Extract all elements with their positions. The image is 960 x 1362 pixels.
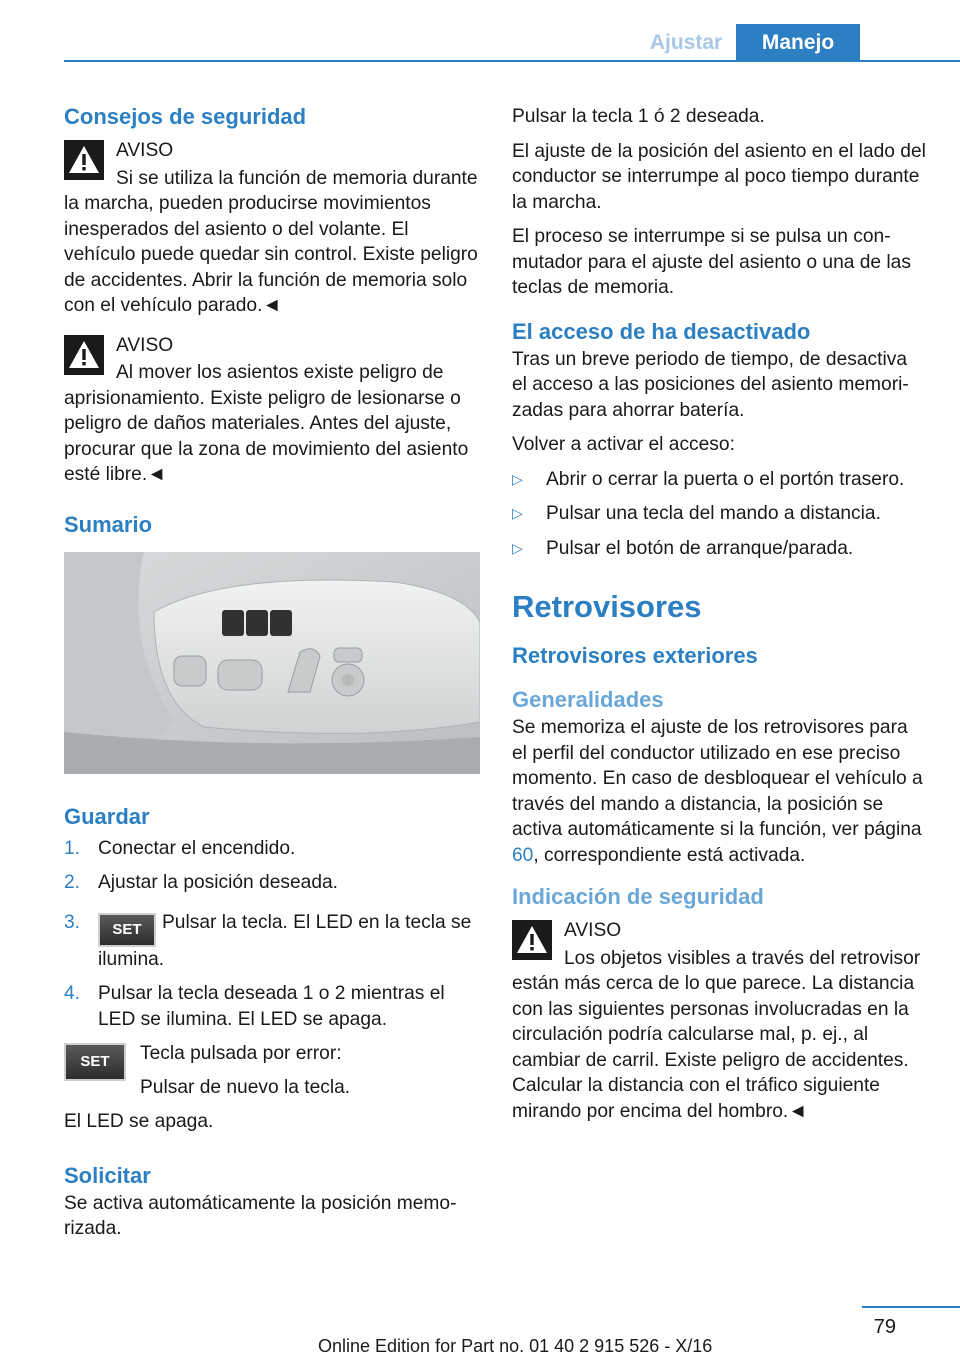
led-off-text: El LED se apaga. [64, 1111, 214, 1132]
list-item [64, 910, 480, 973]
warning-title: AVISO [116, 140, 174, 161]
paragraph: El proceso se interrumpe si se pulsa un conmutador para el ajuste del asiento o una de las teclas de memoria. [512, 226, 911, 298]
heading-sumario: Sumario [64, 511, 153, 537]
list-item [64, 981, 480, 1032]
warning-block-3 [512, 918, 926, 1124]
tab-manejo[interactable]: Manejo [736, 24, 860, 62]
step-text: Conectar el encendido. [98, 837, 296, 859]
list-item [64, 836, 480, 862]
warning-icon [64, 140, 104, 180]
warning-block-1 [64, 138, 480, 319]
list-item [64, 870, 480, 896]
edition-note: Online Edition for Part no. 01 40 2 915 526 - X/16 [318, 1336, 713, 1356]
warning-icon [512, 920, 552, 960]
set-button-icon: SET [98, 913, 156, 947]
heading-retrovisores: Retrovisores [512, 589, 702, 624]
step-text: Pulsar la tecla. El LED en la tecla se ilumina. [98, 911, 472, 970]
steps-list [64, 836, 480, 1033]
heading-generalidades: Generalidades [512, 687, 664, 712]
seat-controls-photo [64, 552, 480, 774]
warning-title: AVISO [116, 334, 174, 356]
header-rule [64, 60, 960, 62]
text-fragment: Se memoriza el ajuste de los retrovisores para el perfil del conductor utilizado en ese preciso momento. En caso de desbloquear el vehículo a través del mando a distancia, la posición se activa automáticamente si la función, ver página [512, 717, 923, 840]
error-note [64, 1041, 480, 1100]
paragraph: Pulsar la tecla 1 ó 2 deseada. [512, 106, 765, 127]
paragraph: El ajuste de la posición del asiento en el lado del conductor se interrumpe al poco tiempo durante la marcha. [512, 140, 926, 213]
volver-text: Volver a activar el acceso: [512, 434, 735, 455]
warning-title: AVISO [564, 920, 622, 941]
bullet-text: Pulsar una tecla del mando a distancia. [546, 503, 881, 524]
triangle-bullet-icon: ▷ [512, 505, 523, 521]
heading-guardar: Guardar [64, 803, 150, 829]
warning-text: Al mover los asientos existe peligro de aprisionamiento. Existe peligro de lesionarse o peligro de daños materiales. Antes del ajuste, procurar que la zona de movimiento del asiento esté libre.◄ [64, 362, 469, 485]
page-number: 79 [873, 1316, 896, 1338]
heading-acceso: El acceso de ha desactivado [512, 318, 811, 344]
triangle-bullet-icon: ▷ [512, 539, 523, 556]
warning-text: Si se utiliza la función de memoria durante la marcha, pueden producirse movimientos inesperados del asiento o del volante. El vehículo puede quedar sin control. Existe peligro de accidentes. Abrir la función de memoria solo con el vehículo parado.◄ [64, 167, 478, 316]
solicitar-text: Se activa automáticamente la posición memorizada. [64, 1192, 457, 1239]
heading-exteriores: Retrovisores exteriores [512, 643, 758, 668]
tab-ajustar[interactable]: Ajustar [649, 31, 723, 54]
error-line-2: Pulsar de nuevo la tecla. [140, 1076, 351, 1098]
bullet-text: Pulsar el botón de arranque/parada. [546, 537, 854, 559]
list-item [512, 467, 926, 493]
left-column [64, 100, 480, 1251]
warning-icon [64, 335, 104, 375]
triangle-bullet-icon: ▷ [512, 470, 523, 487]
list-item [512, 501, 926, 527]
step-text: Pulsar la tecla deseada 1 o 2 mientras el LED se ilumina. El LED se apaga. [98, 983, 445, 1030]
footer-rule [862, 1306, 960, 1308]
set-button-icon: SET [64, 1043, 126, 1081]
access-bullets [512, 467, 926, 562]
step-number: 3. [64, 911, 81, 933]
heading-solicitar: Solicitar [64, 1162, 151, 1188]
text-fragment: , correspondiente está activada. [533, 844, 806, 866]
step-number: 2. [64, 872, 81, 893]
error-line-1: Tecla pulsada por error: [140, 1043, 342, 1064]
page-link[interactable]: 60 [512, 844, 534, 866]
warning-text: Los objetos visibles a través del retrovisor están más cerca de lo que parece. La distancia con las siguientes personas involucradas en la circulación podría calcularse mal, p. ej., al cambiar de carril. Existe peligro de accidentes. Calcular la distancia con el tráfico siguiente mirando por encima del hombro.◄ [512, 947, 921, 1122]
step-number: 4. [64, 983, 81, 1004]
step-number: 1. [64, 837, 81, 859]
heading-consejos: Consejos de seguridad [64, 104, 307, 129]
generalidades-text [512, 715, 926, 868]
heading-indicacion: Indicación de seguridad [512, 884, 764, 909]
list-item [512, 536, 926, 562]
step-text: Ajustar la posición deseada. [98, 872, 338, 893]
warning-block-2 [64, 333, 480, 488]
acceso-text: Tras un breve periodo de tiempo, de desactiva el acceso a las posiciones del asiento memorizadas para ahorrar batería. [512, 348, 909, 421]
right-column [512, 104, 926, 1133]
bullet-text: Abrir o cerrar la puerta o el portón trasero. [546, 468, 905, 490]
